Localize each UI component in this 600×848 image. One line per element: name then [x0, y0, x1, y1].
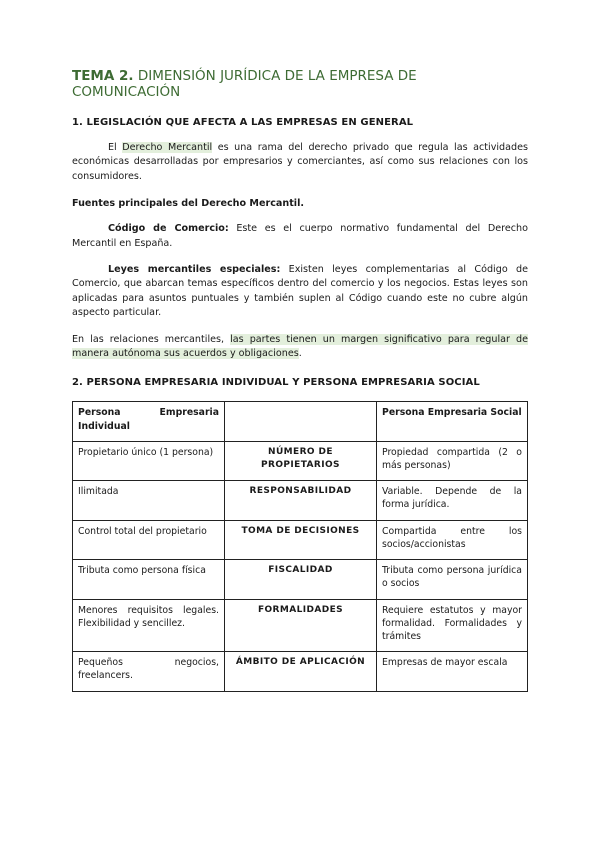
header-individual: Persona Empresaria Individual [73, 402, 225, 441]
table-row [73, 599, 528, 652]
codigo-label: Código de Comercio: [108, 223, 229, 235]
table-row [73, 441, 528, 480]
sources-heading: Fuentes principales del Derecho Mercantil. [72, 198, 305, 210]
table-row [73, 652, 528, 691]
section1-heading: 1. LEGISLACIÓN QUE AFECTA A LAS EMPRESAS EN GENERAL [72, 117, 414, 128]
comparison-table [72, 401, 528, 691]
cell-social: Variable. Depende de la forma jurídica. [377, 481, 528, 520]
intro-pre: El [108, 142, 123, 153]
cell-social: Tributa como persona jurídica o socios [377, 560, 528, 599]
cell-individual: Propietario único (1 persona) [73, 441, 225, 480]
cell-criterion: TOMA DE DECISIONES [225, 520, 377, 559]
relations-highlight: las partes tienen un margen significativo para regular de manera autónoma sus acuerdos y obligaciones [72, 333, 528, 360]
cell-social: Compartida entre los socios/accionistas [377, 520, 528, 559]
cell-social: Requiere estatutos y mayor formalidad. Formalidades y trámites [377, 599, 528, 652]
intro-paragraph [72, 141, 528, 184]
title-number: TEMA 2. [72, 68, 134, 84]
relations-pre: En las relaciones mercantiles, [72, 333, 231, 345]
cell-individual: Control total del propietario [73, 520, 225, 559]
cell-criterion: NÚMERO DE PROPIETARIOS [225, 441, 377, 480]
table-header-row [73, 402, 528, 441]
relations-paragraph [72, 333, 528, 362]
cell-social: Empresas de mayor escala [377, 652, 528, 691]
cell-individual: Menores requisitos legales. Flexibilidad y sencillez. [73, 599, 225, 652]
cell-criterion: FORMALIDADES [225, 599, 377, 652]
table-row [73, 481, 528, 520]
title-text: DIMENSIÓN JURÍDICA DE LA EMPRESA DE COMUNICACIÓN [72, 68, 417, 100]
table-row [73, 520, 528, 559]
intro-post: es una rama del derecho privado que regula las actividades económicas desarrolladas por empresarios y comerciantes, así como sus relaciones con los consumidores. [72, 142, 528, 182]
header-criterion [225, 402, 377, 441]
document-page [72, 68, 528, 692]
leyes-text: Existen leyes complementarias al Código de Comercio, que abarcan temas específicos dentro del comercio y los negocios. Estas leyes son aplicadas para asuntos puntuales y también suplen al Código cuando este no cubre algún aspecto particular. [72, 264, 529, 319]
leyes-paragraph [72, 263, 528, 321]
cell-criterion: FISCALIDAD [225, 560, 377, 599]
section2-heading: 2. PERSONA EMPRESARIA INDIVIDUAL Y PERSONA EMPRESARIA SOCIAL [72, 377, 480, 389]
codigo-text: Este es el cuerpo normativo fundamental del Derecho Mercantil en España. [72, 223, 528, 249]
leyes-label: Leyes mercantiles especiales: [108, 264, 281, 276]
codigo-paragraph [72, 222, 528, 251]
cell-individual: Pequeños negocios, freelancers. [73, 652, 225, 691]
cell-criterion: ÁMBITO DE APLICACIÓN [225, 652, 377, 691]
relations-post: . [298, 348, 302, 360]
intro-term-highlight: Derecho Mercantil [122, 142, 213, 153]
table-row [73, 560, 528, 599]
cell-criterion: RESPONSABILIDAD [225, 481, 377, 520]
page-title [72, 68, 528, 100]
header-social: Persona Empresaria Social [377, 402, 528, 441]
cell-individual: Ilimitada [73, 481, 225, 520]
cell-individual: Tributa como persona física [73, 560, 225, 599]
cell-social: Propiedad compartida (2 o más personas) [377, 441, 528, 480]
